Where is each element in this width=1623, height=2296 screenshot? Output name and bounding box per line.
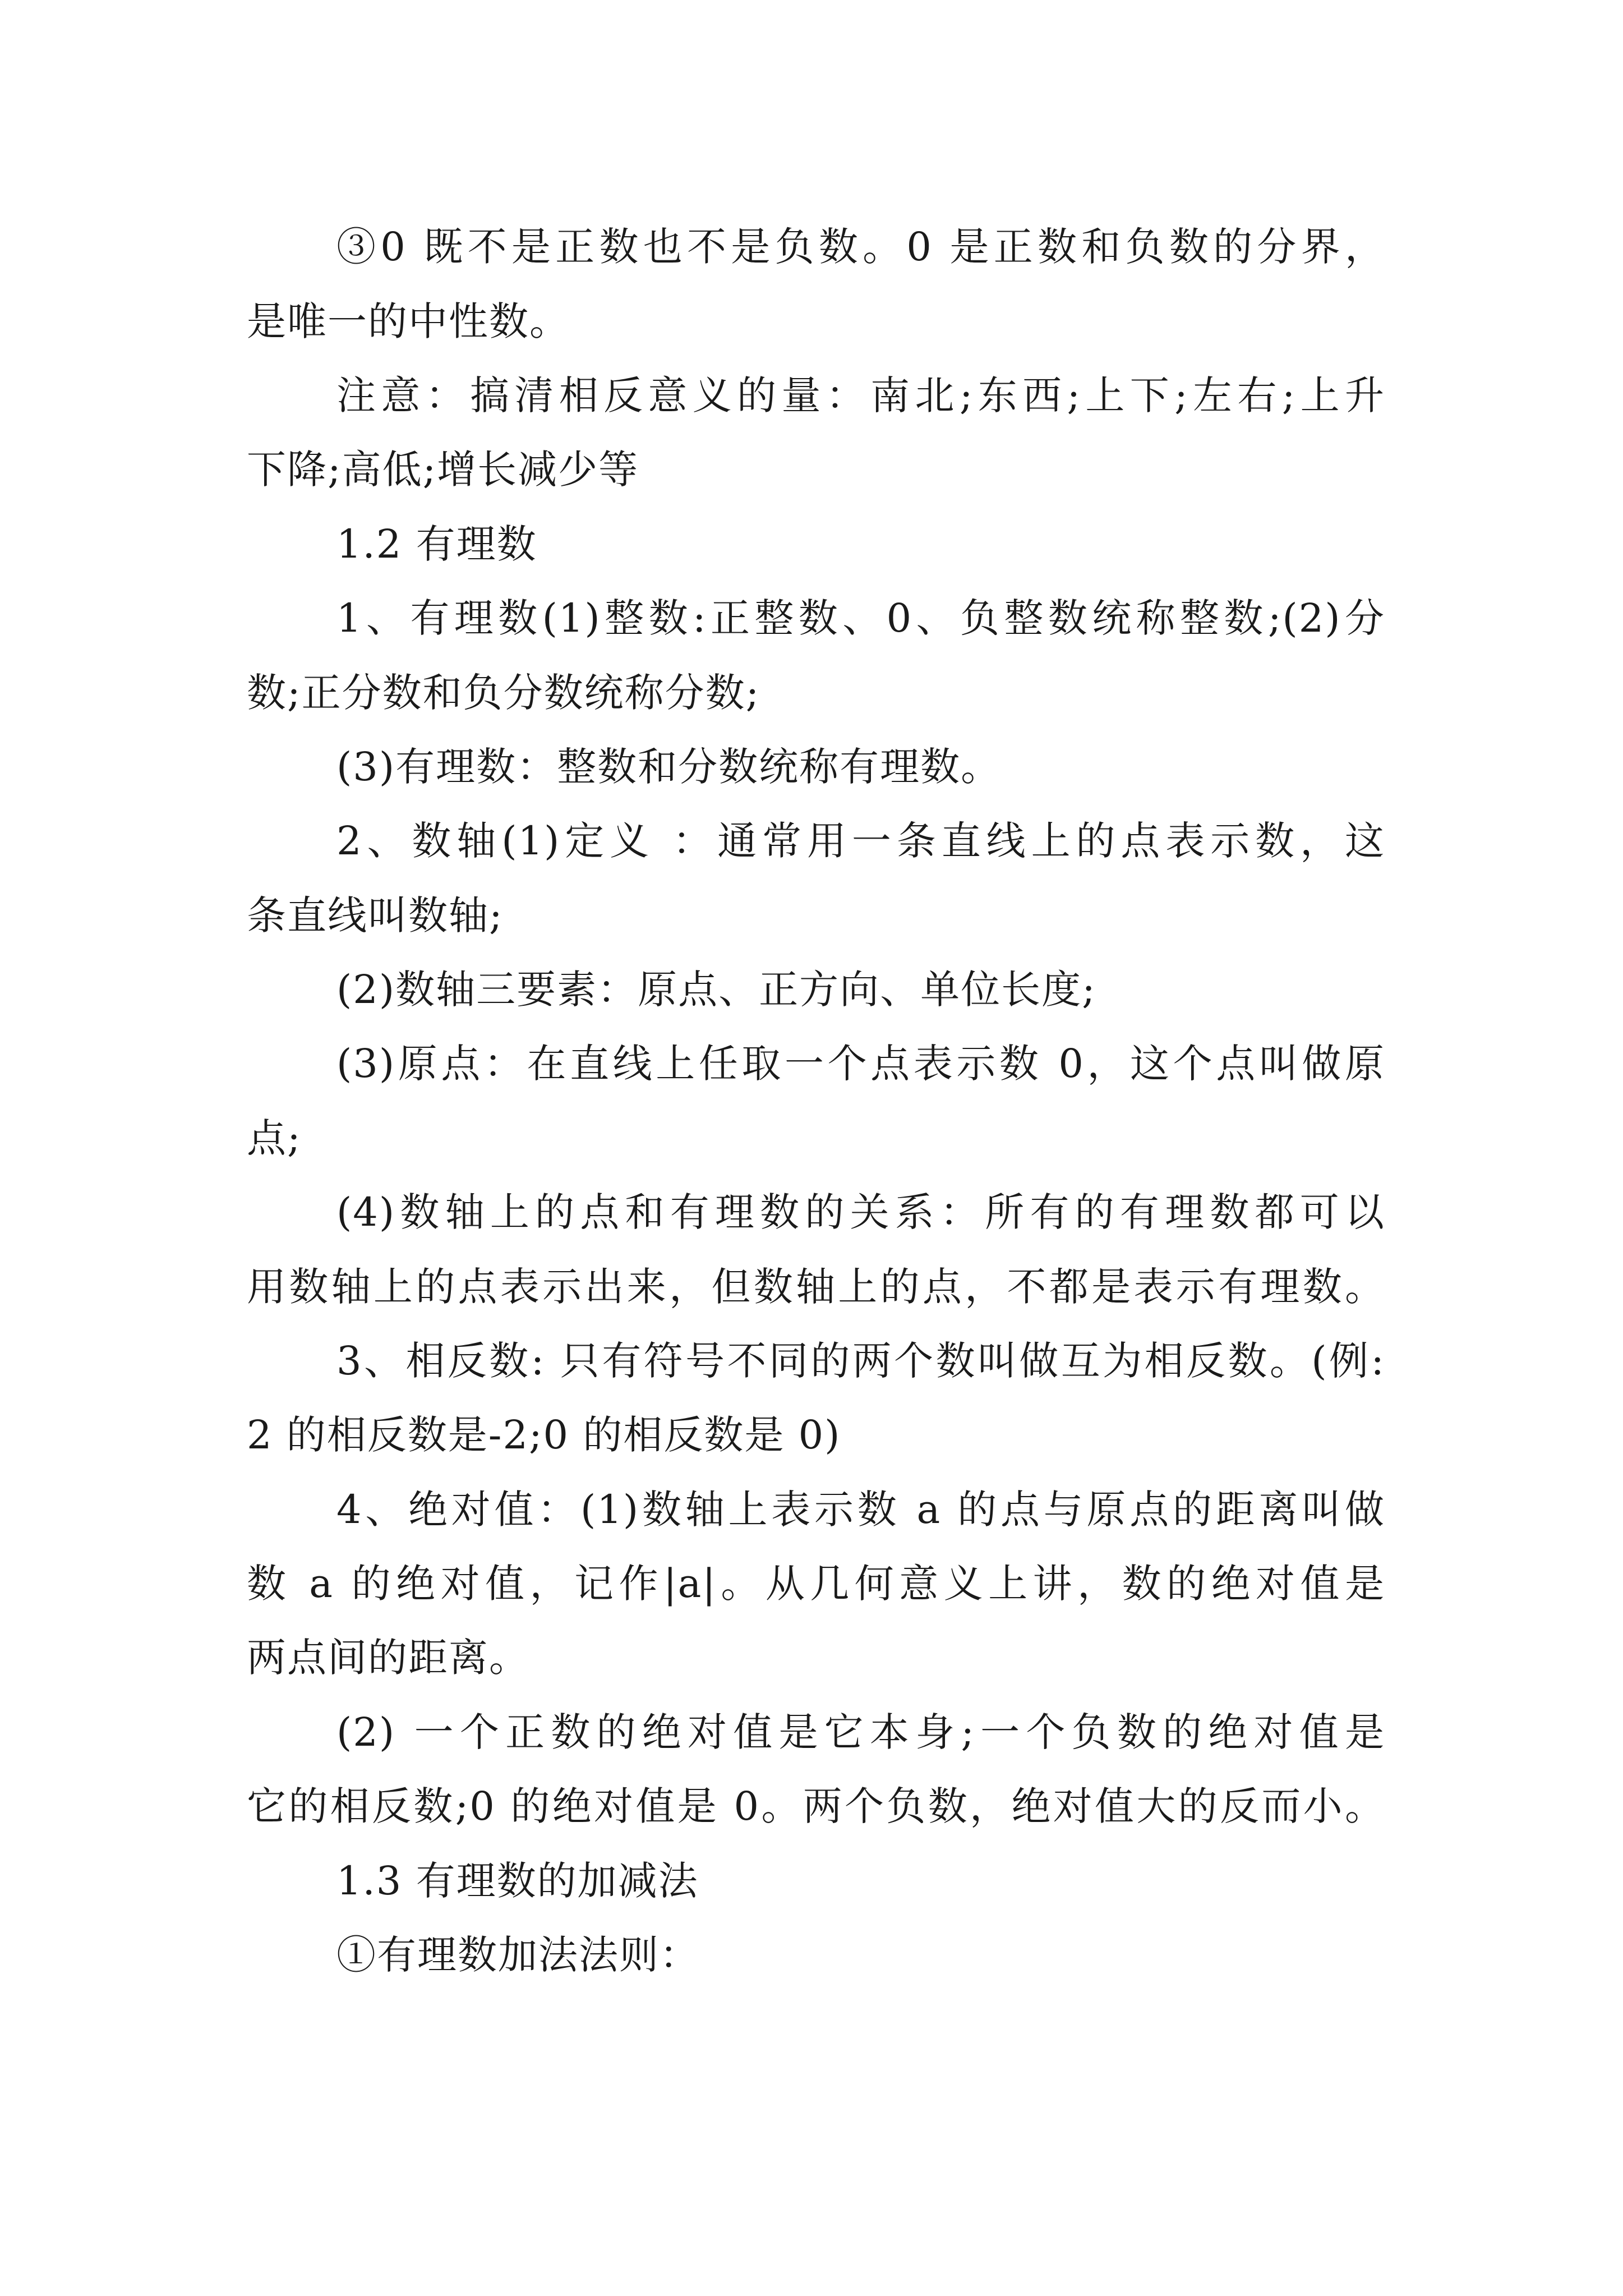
text-line-2: 是唯一的中性数。 [247,298,570,344]
text-line-14: (4)数轴上的点和有理数的关系：所有的有理数都可以 [336,1189,1385,1235]
text-line-17: 2 的相反数是-2;0 的相反数是 0) [247,1412,841,1458]
section-heading-1-3: 1.3 有理数的加减法 [336,1858,699,1904]
text-line-1: ③0 既不是正数也不是负数。0 是正数和负数的分界， [336,224,1385,270]
text-line-8: (3)有理数：整数和分数统称有理数。 [336,744,1002,790]
text-line-15: 用数轴上的点表示出来，但数轴上的点，不都是表示有理数。 [247,1264,1385,1310]
text-line-6: 1、有理数(1)整数:正整数、0、负整数统称整数;(2)分 [336,595,1385,641]
text-line-7: 数;正分数和负分数统称分数; [247,670,760,716]
text-line-21: (2) 一个正数的绝对值是它本身;一个负数的绝对值是 [336,1709,1385,1755]
text-line-24: ①有理数加法法则： [336,1932,700,1978]
text-line-12: (3)原点：在直线上任取一个点表示数 0，这个点叫做原 [336,1041,1385,1087]
text-line-11: (2)数轴三要素：原点、正方向、单位长度; [336,967,1096,1013]
text-line-9: 2、数轴(1)定义 ：通常用一条直线上的点表示数，这 [336,818,1385,864]
text-line-16: 3、相反数: 只有符号不同的两个数叫做互为相反数。(例: [336,1338,1385,1384]
text-line-10: 条直线叫数轴; [247,892,504,938]
section-heading-1-2: 1.2 有理数 [336,521,537,567]
text-line-13: 点; [247,1115,302,1161]
text-line-20: 两点间的距离。 [247,1635,529,1681]
text-line-22: 它的相反数;0 的绝对值是 0。两个负数，绝对值大的反而小。 [247,1783,1385,1829]
text-line-3: 注意：搞清相反意义的量：南北;东西;上下;左右;上升 [336,372,1385,418]
text-line-19: 数 a 的绝对值，记作|a|。从几何意义上讲，数的绝对值是 [247,1561,1385,1607]
text-line-4: 下降;高低;增长减少等 [247,447,639,493]
text-line-18: 4、绝对值：(1)数轴上表示数 a 的点与原点的距离叫做 [336,1487,1385,1533]
